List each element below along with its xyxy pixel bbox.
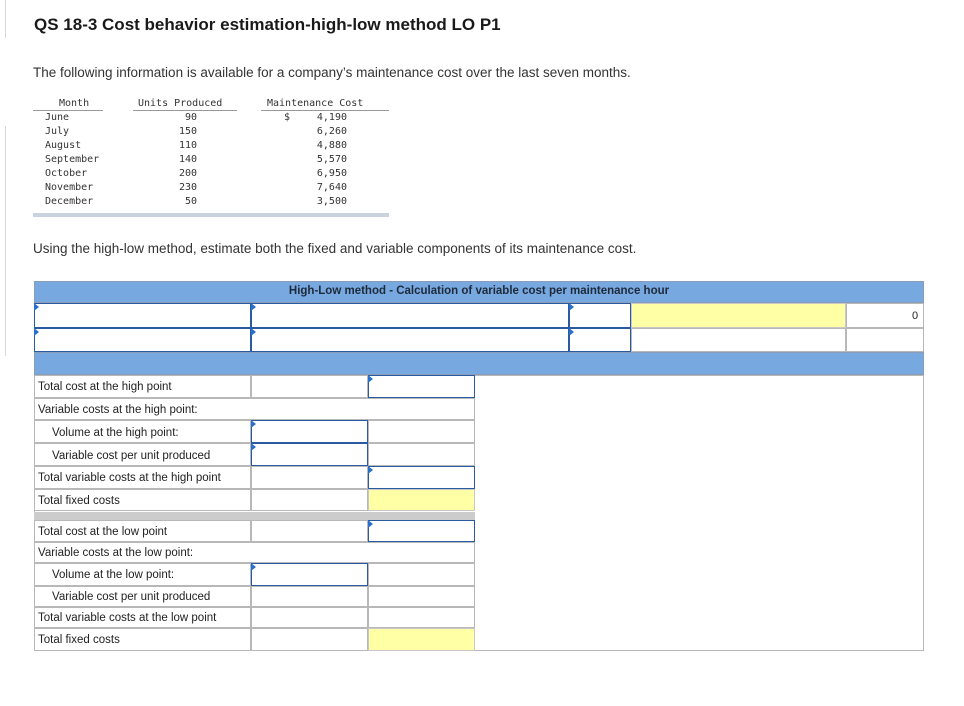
low-volume-input[interactable]	[251, 563, 368, 586]
units-header: Units Produced	[138, 98, 223, 109]
empty-cell	[368, 443, 475, 466]
month-cell: August	[45, 140, 82, 151]
empty-cell	[251, 586, 368, 607]
currency-symbol: $	[284, 112, 291, 123]
cost-cell: 4,880	[316, 140, 347, 151]
low-fixed-label: Total fixed costs	[38, 634, 120, 646]
low-total-cost-label: Total cost at the low point	[38, 526, 168, 538]
cost-header: Maintenance Cost	[267, 98, 364, 109]
high-fixed-label: Total fixed costs	[38, 495, 120, 507]
high-volume-label: Volume at the high point:	[52, 427, 179, 439]
left-edge-panel	[0, 126, 6, 356]
instruction-text: Using the high-low method, estimate both the fixed and variable components of its maintenance cost.	[33, 241, 637, 256]
low-volume-label: Volume at the low point:	[52, 569, 175, 581]
low-var-per-unit-label: Variable cost per unit produced	[52, 591, 211, 603]
cost-cell: 5,570	[316, 154, 347, 165]
high-fixed-cost-result[interactable]	[368, 489, 475, 511]
empty-cell	[368, 607, 475, 628]
table-bottom-bar	[33, 213, 389, 217]
month-cell: November	[45, 182, 94, 193]
month-cell: October	[45, 168, 88, 179]
units-cell: 150	[178, 126, 197, 137]
section-band	[34, 352, 924, 375]
intro-text: The following information is available for a company’s maintenance cost over the last seven months.	[33, 65, 631, 80]
empty-cell	[631, 328, 846, 352]
low-fixed-cost-result[interactable]	[368, 628, 475, 651]
month-cell: June	[45, 112, 70, 123]
high-spacer-cell	[251, 375, 368, 398]
empty-cell	[368, 420, 475, 443]
cost-cell: 7,640	[316, 182, 347, 193]
empty-cell	[368, 586, 475, 607]
units-cell: 200	[178, 168, 197, 179]
units-cell: 110	[178, 140, 197, 151]
high-variable-costs-label: Variable costs at the high point:	[38, 404, 198, 416]
high-total-variable-input[interactable]	[368, 466, 475, 489]
high-low-numerator-input[interactable]	[251, 303, 569, 328]
month-header: Month	[59, 98, 90, 109]
low-total-variable-label: Total variable costs at the low point	[38, 612, 217, 624]
low-spacer-cell	[251, 520, 368, 542]
high-var-per-unit-label: Variable cost per unit produced	[52, 450, 211, 462]
high-volume-input[interactable]	[251, 420, 368, 443]
high-low-label-input-2[interactable]	[34, 328, 251, 352]
month-cell: September	[45, 154, 100, 165]
month-cell: December	[45, 196, 94, 207]
empty-cell	[368, 563, 475, 586]
page-title: QS 18-3 Cost behavior estimation-high-low method LO P1	[34, 15, 501, 34]
high-total-cost-input[interactable]	[368, 375, 475, 398]
high-total-variable-label: Total variable costs at the high point	[38, 472, 221, 484]
high-var-per-unit-input[interactable]	[251, 443, 368, 466]
month-cell: July	[45, 126, 70, 137]
units-cell: 90	[184, 112, 197, 123]
high-low-result-field[interactable]	[631, 303, 846, 328]
empty-cell	[251, 489, 368, 511]
empty-cell	[251, 628, 368, 651]
high-low-label-input-1[interactable]	[34, 303, 251, 328]
units-cell: 140	[178, 154, 197, 165]
high-low-operator-input[interactable]	[569, 303, 631, 328]
result-value: 0	[912, 310, 919, 322]
section-divider	[34, 512, 475, 520]
empty-cell	[251, 607, 368, 628]
low-variable-costs-label: Variable costs at the low point:	[38, 547, 194, 559]
low-total-cost-input[interactable]	[368, 520, 475, 542]
left-edge-tab	[0, 0, 6, 38]
empty-cell	[846, 328, 924, 352]
high-low-operator-input-2[interactable]	[569, 328, 631, 352]
units-cell: 230	[178, 182, 197, 193]
cost-cell: 4,190	[316, 112, 347, 123]
grid-title: High-Low method - Calculation of variable cost per maintenance hour	[288, 285, 670, 297]
cost-cell: 6,260	[316, 126, 347, 137]
empty-cell	[251, 466, 368, 489]
units-cell: 50	[184, 196, 197, 207]
cost-cell: 6,950	[316, 168, 347, 179]
cost-cell: 3,500	[316, 196, 347, 207]
high-total-cost-label: Total cost at the high point	[38, 381, 172, 393]
high-low-denominator-input[interactable]	[251, 328, 569, 352]
maintenance-data-table	[33, 97, 389, 221]
